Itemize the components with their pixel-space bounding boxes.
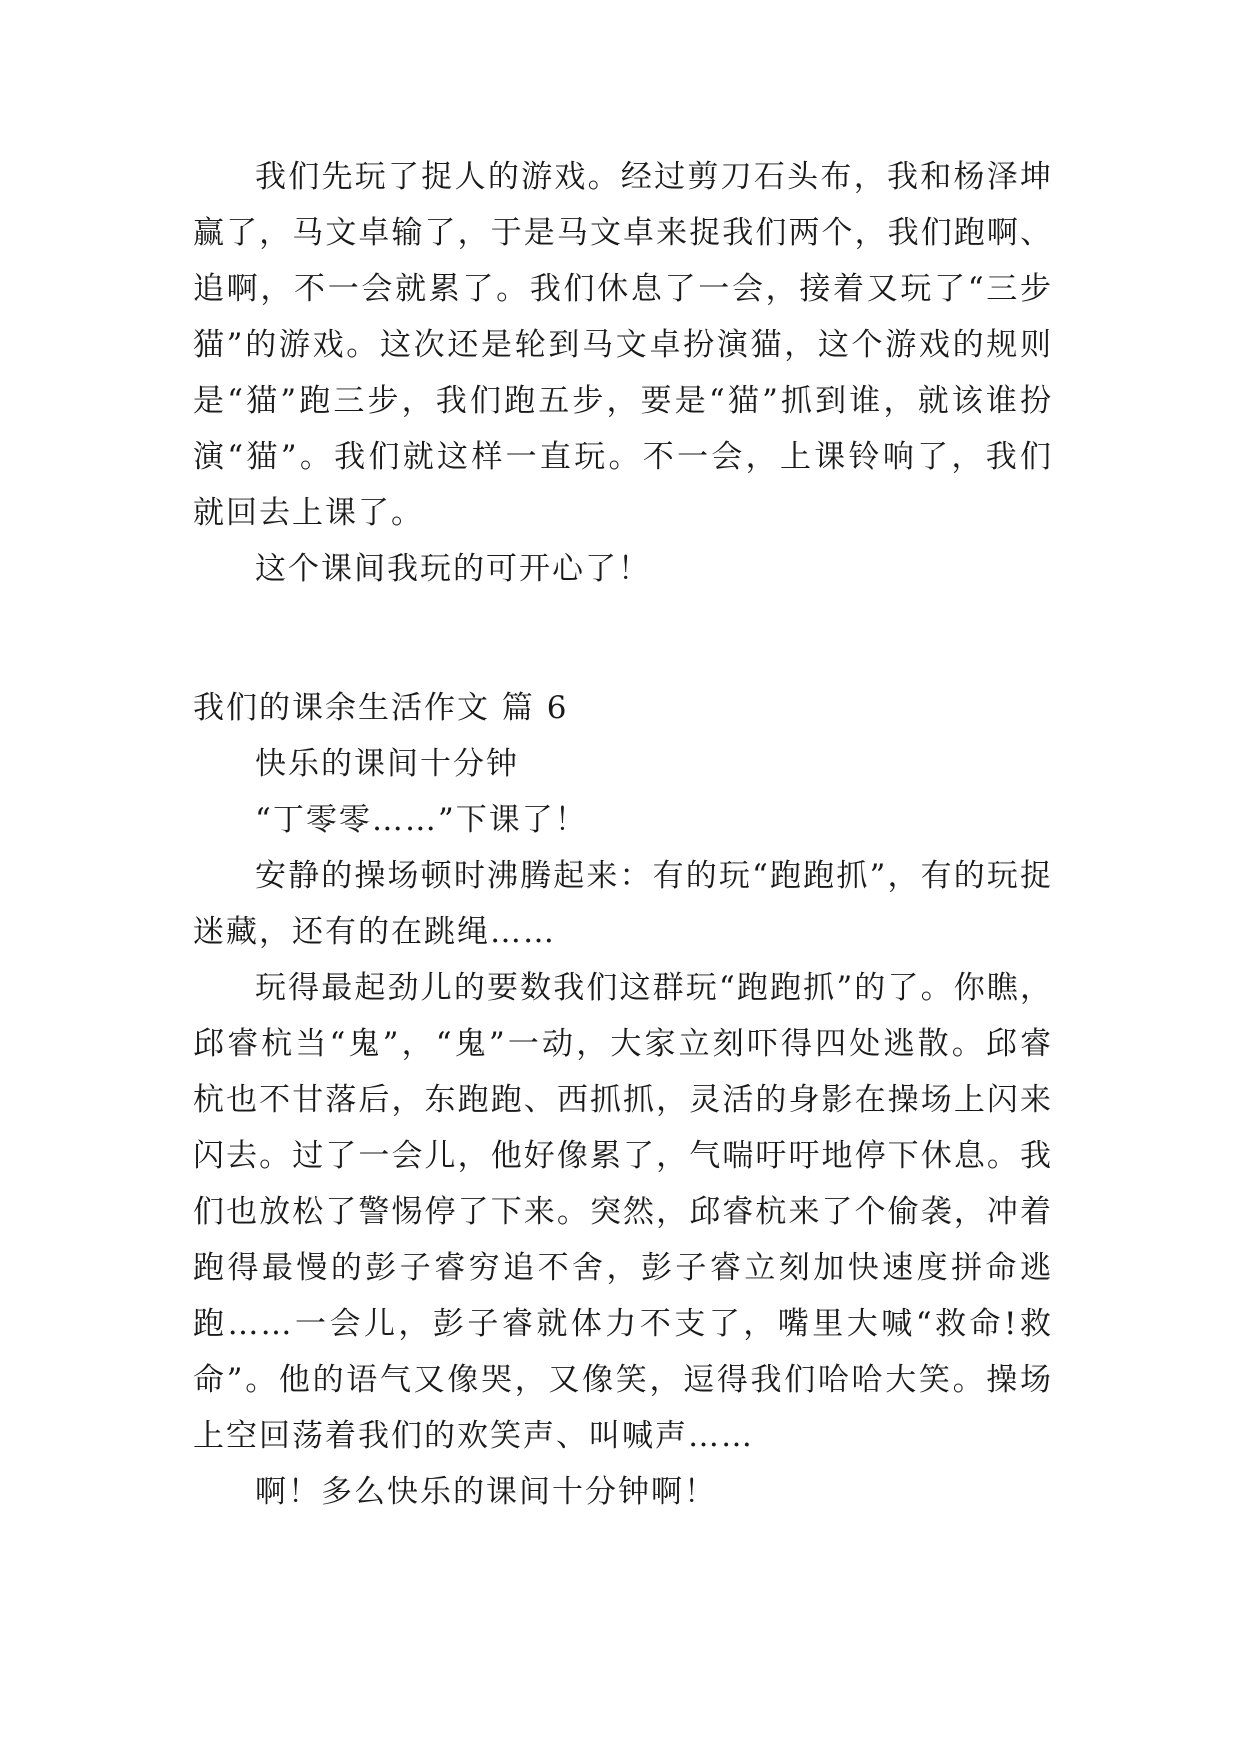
paragraph: “丁零零……”下课了！	[255, 802, 588, 838]
essay-title: 快乐的课间十分钟	[255, 746, 519, 782]
paragraph: 我们先玩了捉人的游戏。经过剪刀石头布，我和杨泽坤赢了，马文卓输了，于是马文卓来捉我们两个，我们跑啊、追啊，不一会就累了。我们休息了一会，接着又玩了“三步猫”的游戏。这次还是轮到马文卓扮演猫，这个游戏的规则是“猫”跑三步，我们跑五步，要是“猫”抓到谁，就该谁扮演“猫”。我们就这样一直玩。不一会，上课铃响了，我们就回去上课了。	[193, 159, 1053, 531]
section-1-body	[193, 149, 1053, 597]
section-2-body	[193, 680, 1053, 1520]
paragraph: 这个课间我玩的可开心了！	[255, 551, 651, 587]
paragraph: 安静的操场顿时沸腾起来：有的玩“跑跑抓”，有的玩捉迷藏，还有的在跳绳……	[193, 858, 1053, 950]
paragraph: 玩得最起劲儿的要数我们这群玩“跑跑抓”的了。你瞧，邱睿杭当“鬼”，“鬼”一动，大家立刻吓得四处逃散。邱睿杭也不甘落后，东跑跑、西抓抓，灵活的身影在操场上闪来闪去。过了一会儿，他好像累了，气喘吁吁地停下休息。我们也放松了警惕停了下来。突然，邱睿杭来了个偷袭，冲着跑得最慢的彭子睿穷追不舍，彭子睿立刻加快速度拼命逃跑……一会儿，彭子睿就体力不支了，嘴里大喊“救命!救命”。他的语气又像哭，又像笑，逗得我们哈哈大笑。操场上空回荡着我们的欢笑声、叫喊声……	[193, 970, 1053, 1454]
paragraph: 啊！多么快乐的课间十分钟啊！	[255, 1474, 717, 1510]
section-heading: 我们的课余生活作文 篇 6	[193, 690, 569, 726]
